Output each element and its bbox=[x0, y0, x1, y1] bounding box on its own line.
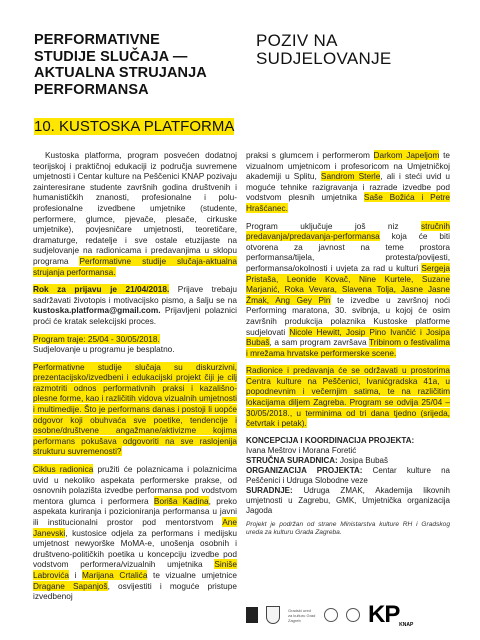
alu-logo-icon bbox=[346, 608, 360, 622]
paragraph-text: , a sam program završava bbox=[269, 337, 370, 348]
free-participation-text: Sudjelovanje u programu je besplatno. bbox=[33, 344, 175, 355]
title-line: STUDIJE SLUČAJA — bbox=[34, 48, 188, 65]
credit-value: Udruga ZMAK, Akademija likovnih umjetnosti u Zagrebu, GMK, Umjetnička organizacija Jagoda bbox=[246, 485, 450, 515]
workshops-continued-paragraph bbox=[246, 150, 450, 214]
highlighted-name: Ciklus radionica bbox=[33, 464, 94, 475]
credit-value: Centar kulture na Peščenici i Udruga Slobodne veze bbox=[246, 465, 450, 485]
workshops-paragraph bbox=[33, 464, 237, 602]
intro-paragraph bbox=[33, 150, 237, 277]
highlighted-name: Siniše Labrovića bbox=[33, 559, 237, 580]
credit-item bbox=[246, 436, 450, 456]
title-line: AKTUALNA STRUJANJA bbox=[34, 65, 207, 81]
paragraph-text: te vizualnom umjetnicom i profesoricom na Umjetničkoj akademiji u Splitu, bbox=[246, 150, 450, 182]
credit-label: KONCEPCIJA I KOORDINACIJA PROJEKTA: bbox=[246, 435, 415, 445]
kp-logo-text: KP bbox=[368, 601, 400, 628]
knap-logo-text: KNAP bbox=[399, 622, 414, 628]
highlighted-name: stručnih predavanja/predavanja-performansa bbox=[246, 220, 450, 242]
city-office-logo-text: Gradski ured za kulturu Grad Zagreb bbox=[288, 607, 316, 623]
lectures-paragraph bbox=[246, 221, 450, 359]
intro-highlight: Performativne studije slučaja-aktualna strujanja performansa. bbox=[33, 255, 237, 277]
paragraph-text: te izvedbe u završnoj noći Performing maratona, 30. svibnja, u kojoj će osim završnih produkcija polaznika Kustoske platforme sudjelovati bbox=[246, 294, 450, 337]
subtitle bbox=[34, 118, 234, 135]
highlighted-name: Darkom Japeljom bbox=[373, 150, 440, 160]
deadline-text-2: Prijavljeni polaznici proći će kratak selekcijski proces. bbox=[33, 305, 237, 326]
paragraph-text: koja će biti otvorena za javnost na teme prostora performansa/tijela, protesta/povijesti, performansa/okolnosti i uvjeta za rad u kulturi bbox=[246, 231, 450, 273]
highlighted-name: Marijana Crtalića bbox=[81, 569, 148, 580]
paragraph-text: Program uključuje još niz bbox=[246, 220, 421, 231]
intro-text: Kustoska platforma, program posvećen dodatnoj teorijskoj i praktičnoj edukaciji iz područja suvremene umjetnosti i Centar kulture na Peščenici KNAP pozivaju zainteresirane studente završnih godina društvenih i humanističkih znanosti, profesionalne i polu-profesionalne izvedbene umjetnike (studente, performere, glumce, pjevače, plesače, cirkuske umjetnike), povjesničare umjetnosti, teoretičare, dramaturge, redatelje i sve ostale etuzijaste na sudjelovanje na radionicama i predavanjima u sklopu programa bbox=[33, 150, 237, 266]
credit-item bbox=[246, 486, 450, 516]
subtitle-text: 10. KUSTOSKA PLATFORMA bbox=[34, 118, 235, 135]
paragraph-text: , kustosice odjela za performans i medijsku umjetnost newyorške MoMA-e, unošenja osobnih i društveno-političkih poetika u koncepciju izvedbe pod vodstvom performera/vizualnih umjetnika bbox=[33, 527, 237, 570]
email-link[interactable]: kustoska.platforma@gmail.com. bbox=[33, 305, 161, 316]
paragraph-text: , preko aspekata kuriranja i pozicioniranja performansa u javni ili institucionalni prostor pod mentorstvom bbox=[33, 495, 237, 527]
paragraph-text: i bbox=[68, 569, 82, 580]
header bbox=[34, 24, 454, 142]
about-paragraph bbox=[33, 362, 237, 457]
left-column bbox=[33, 150, 237, 609]
credit-value: Josipa Bubaš bbox=[339, 455, 388, 465]
credits bbox=[246, 436, 450, 516]
paragraph-text: , osvijestiti i moguće pristupe izvedbenoj bbox=[33, 580, 238, 602]
credit-value: Ivana Meštrov i Morana Foretić bbox=[246, 445, 357, 455]
deadline-text: Prijave trebaju sadržavati životopis i motivacijsko pismo, a šalju se na bbox=[33, 284, 237, 305]
ministry-logo-icon bbox=[246, 607, 258, 623]
highlighted-name: Ane Janevski bbox=[33, 517, 237, 538]
paragraph-text: praksi s glumcem i performerom bbox=[246, 150, 374, 160]
call-line: POZIV NA bbox=[256, 31, 338, 50]
credit-label: STRUČNA SURADNICA: bbox=[246, 455, 338, 465]
logo-strip bbox=[246, 598, 456, 632]
knap-logo bbox=[368, 601, 414, 629]
deadline-paragraph bbox=[33, 284, 237, 326]
paragraph-text: te vizualne umjetnice bbox=[147, 569, 237, 580]
highlighted-name: Nicole Hewitt, Josip Pino Ivančić i Josipa Bubaš bbox=[246, 326, 450, 348]
about-highlight: Performativne studije slučaja su diskurzivni, prezentacijsko/izvedbeni i edukacijski projekt čiji je cilj razmotriti odnos performativnih praksi i kazališno-plesne forme, kao i različitih vidova vizualnih umjetnosti i multimedije. Što je performans danas i postoji li uopće odgovor koji obuhvaća sve poetike, tendencije i osobne/društvene angažmane/aktivizme kojima performans pokušava odgovoriti na sve raslojenija strukturu suvremenosti? bbox=[33, 361, 237, 457]
highlighted-name: Sandrom Sterle bbox=[320, 171, 381, 182]
credit-label: SURADNJE: bbox=[246, 485, 293, 495]
venue-highlight: Radionice i predavanja će se održavati u prostorima Centra kulture na Peščenici, Ivanićgradska 41a, u popodnevnim i večernjim satima, te na različitim lokacijama diljem Zagreba. Program se odvija 25/04 –30/05/2018., u terminima od tri dana tjedno (srijeda, četvrtak i petak). bbox=[246, 365, 450, 429]
zmak-logo-icon bbox=[324, 608, 338, 622]
credit-label: ORGANIZACIJA PROJEKTA: bbox=[246, 465, 363, 475]
title-line: PERFORMATIVNE bbox=[34, 32, 160, 48]
zagreb-crest-icon bbox=[266, 606, 280, 624]
support-note: Projekt je podržan od strane Ministarstva kulture RH i Gradskog ureda za kulturu Grada Zagreba. bbox=[246, 520, 450, 537]
deadline-highlight: Rok za prijavu je 21/04/2018. bbox=[33, 284, 170, 295]
duration-highlight: Program traje: 25/04 - 30/05/2018. bbox=[33, 333, 160, 344]
highlighted-name: Dragane Sapanjoš bbox=[33, 580, 108, 591]
highlighted-name: Tribinom o festivalima i mrežama hrvatske performerske scene. bbox=[246, 337, 450, 358]
paragraph-text: pružiti će polaznicama i polaznicima uvid u nekoliko aspekata performerske prakse, od osnovnih polazišta izvedbe performansa pod vodstvom mentora glumca i performera bbox=[33, 464, 237, 506]
credit-item bbox=[246, 466, 450, 486]
highlighted-name: Sergeja Pristaša, Leonide Kovač, Nine Kurtele, Suzane Marjanić, Roka Vevara, Slavena Tolja, Jasne Jasne Žmak, Ang Gey Pin bbox=[246, 262, 450, 305]
page-title bbox=[34, 32, 264, 98]
call-line: SUDJELOVANJE bbox=[256, 49, 392, 68]
venue-paragraph bbox=[246, 365, 450, 429]
right-column bbox=[246, 150, 450, 538]
paragraph-text: , ali i steći uvid u moguće tehnike razigravanja i razrade izvedbe pod vodstvom plesnih umjetnika bbox=[246, 171, 450, 203]
highlighted-name: Boriša Kadina bbox=[153, 495, 209, 506]
title-line: PERFORMANSA bbox=[34, 81, 149, 98]
call-for-participation bbox=[256, 32, 392, 68]
credit-item bbox=[246, 456, 450, 466]
duration-paragraph bbox=[33, 334, 237, 355]
highlighted-name: Saše Božića i Petre Hrašćanec. bbox=[246, 192, 450, 213]
